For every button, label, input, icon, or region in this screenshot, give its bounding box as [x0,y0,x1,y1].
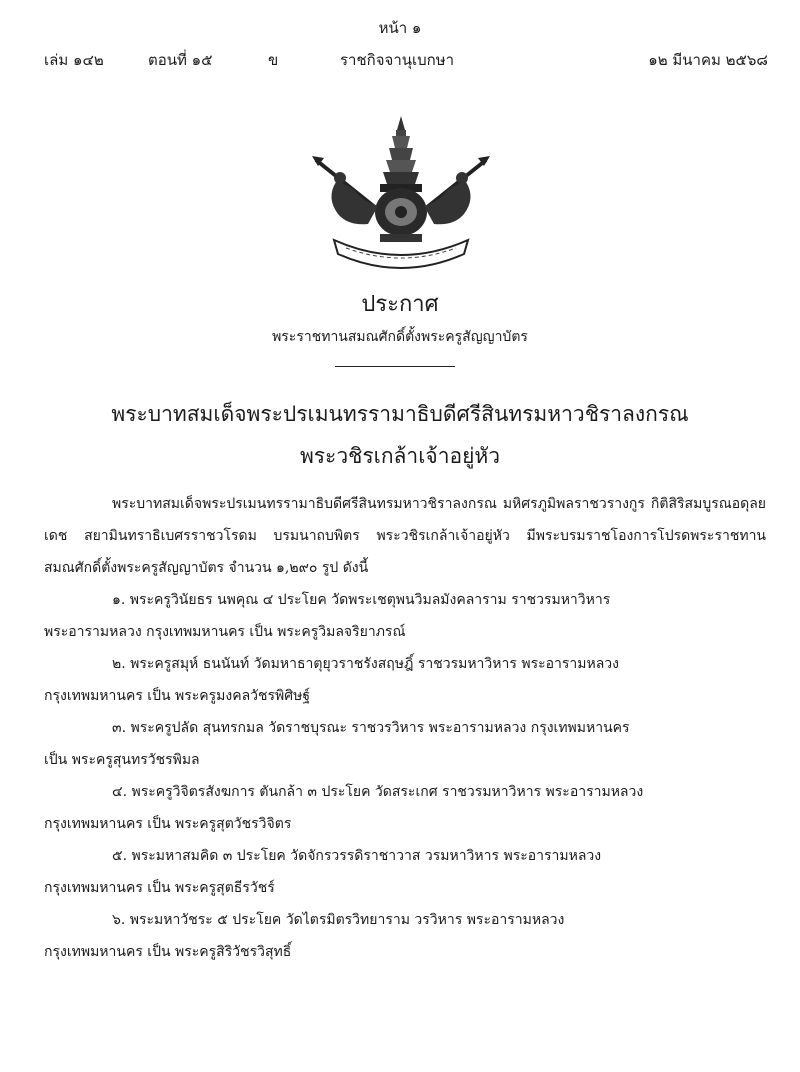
part-label: ตอนที่ ๑๕ [148,51,213,69]
issue-date: ๑๒ มีนาคม ๒๕๖๘ [648,51,768,69]
list-item-line: ๓. พระครูปลัด สุนทรกมล วัดราชบุรณะ ราชวรวิหาร พระอารามหลวง กรุงเทพมหานคร [112,720,630,736]
list-item-line: พระอารามหลวง กรุงเทพมหานคร เป็น พระครูวิมลจริยาภรณ์ [44,624,406,640]
gazette-title: ราชกิจจานุเบกษา [340,51,455,69]
list-item [44,776,766,840]
king-title-line-2: พระวชิรเกล้าเจ้าอยู่หัว [299,444,501,468]
list-item-line: ๒. พระครูสมุห์ ธนนันท์ วัดมหาธาตุยุวราชรังสฤษฎิ์ ราชวรมหาวิหาร พระอารามหลวง [112,656,619,672]
volume-label: เล่ม ๑๔๒ [44,51,104,69]
list-item [44,648,766,712]
divider-line [335,366,455,367]
list-item-line: ๑. พระครูวินัยธร นพคุณ ๔ ประโยค วัดพระเชตุพนวิมลมังคลาราม ราชวรมหาวิหาร [112,592,611,608]
garuda-royal-emblem-icon [306,112,496,272]
list-item-line: เป็น พระครูสุนทรวัชรพิมล [44,752,200,768]
intro-paragraph: พระบาทสมเด็จพระปรเมนทรรามาธิบดีศรีสินทรมหาวชิราลงกรณ มหิศรภูมิพลราชวรางกูร กิติสิริสมบูรณอดุลยเดช สยามินทราธิเบศรราชวโรดม บรมนาถบพิตร พระวชิรเกล้าเจ้าอยู่หัว มีพระบรมราชโองการโปรดพระราชทานสมณศักดิ์ตั้งพระครูสัญญาบัตร จำนวน ๑,๒๙๐ รูป ดังนี้ [44,496,766,576]
announcement-body [44,488,766,968]
list-item [44,904,766,968]
king-title-line-1: พระบาทสมเด็จพระปรเมนทรรามาธิบดีศรีสินทรมหาวชิราลงกรณ [111,402,689,426]
announcement-title: ประกาศ [361,292,439,317]
list-item-line: กรุงเทพมหานคร เป็น พระครูสิริวัชรวิสุทธิ์ [44,944,292,960]
announcement-subtitle: พระราชทานสมณศักดิ์ตั้งพระครูสัญญาบัตร [272,329,528,345]
list-item [44,584,766,648]
section-label: ข [268,51,279,69]
list-item-line: กรุงเทพมหานคร เป็น พระครูสุตวัชรวิจิตร [44,816,292,832]
list-item-line: กรุงเทพมหานคร เป็น พระครูสุตธีรวัชร์ [44,880,275,896]
list-item [44,840,766,904]
list-item-line: ๕. พระมหาสมคิด ๓ ประโยค วัดจักรวรรดิราชาวาส วรมหาวิหาร พระอารามหลวง [112,848,602,864]
page-number: หน้า ๑ [378,19,422,37]
list-item-line: ๔. พระครูวิจิตรสังฆการ ตันกล้า ๓ ประโยค วัดสระเกศ ราชวรมหาวิหาร พระอารามหลวง [112,784,644,800]
list-item [44,712,766,776]
list-item-line: กรุงเทพมหานคร เป็น พระครูมงคลวัชรพิศิษฐ์ [44,688,311,704]
list-item-line: ๖. พระมหาวัชระ ๕ ประโยค วัดไตรมิตรวิทยาราม วรวิหาร พระอารามหลวง [112,912,565,928]
